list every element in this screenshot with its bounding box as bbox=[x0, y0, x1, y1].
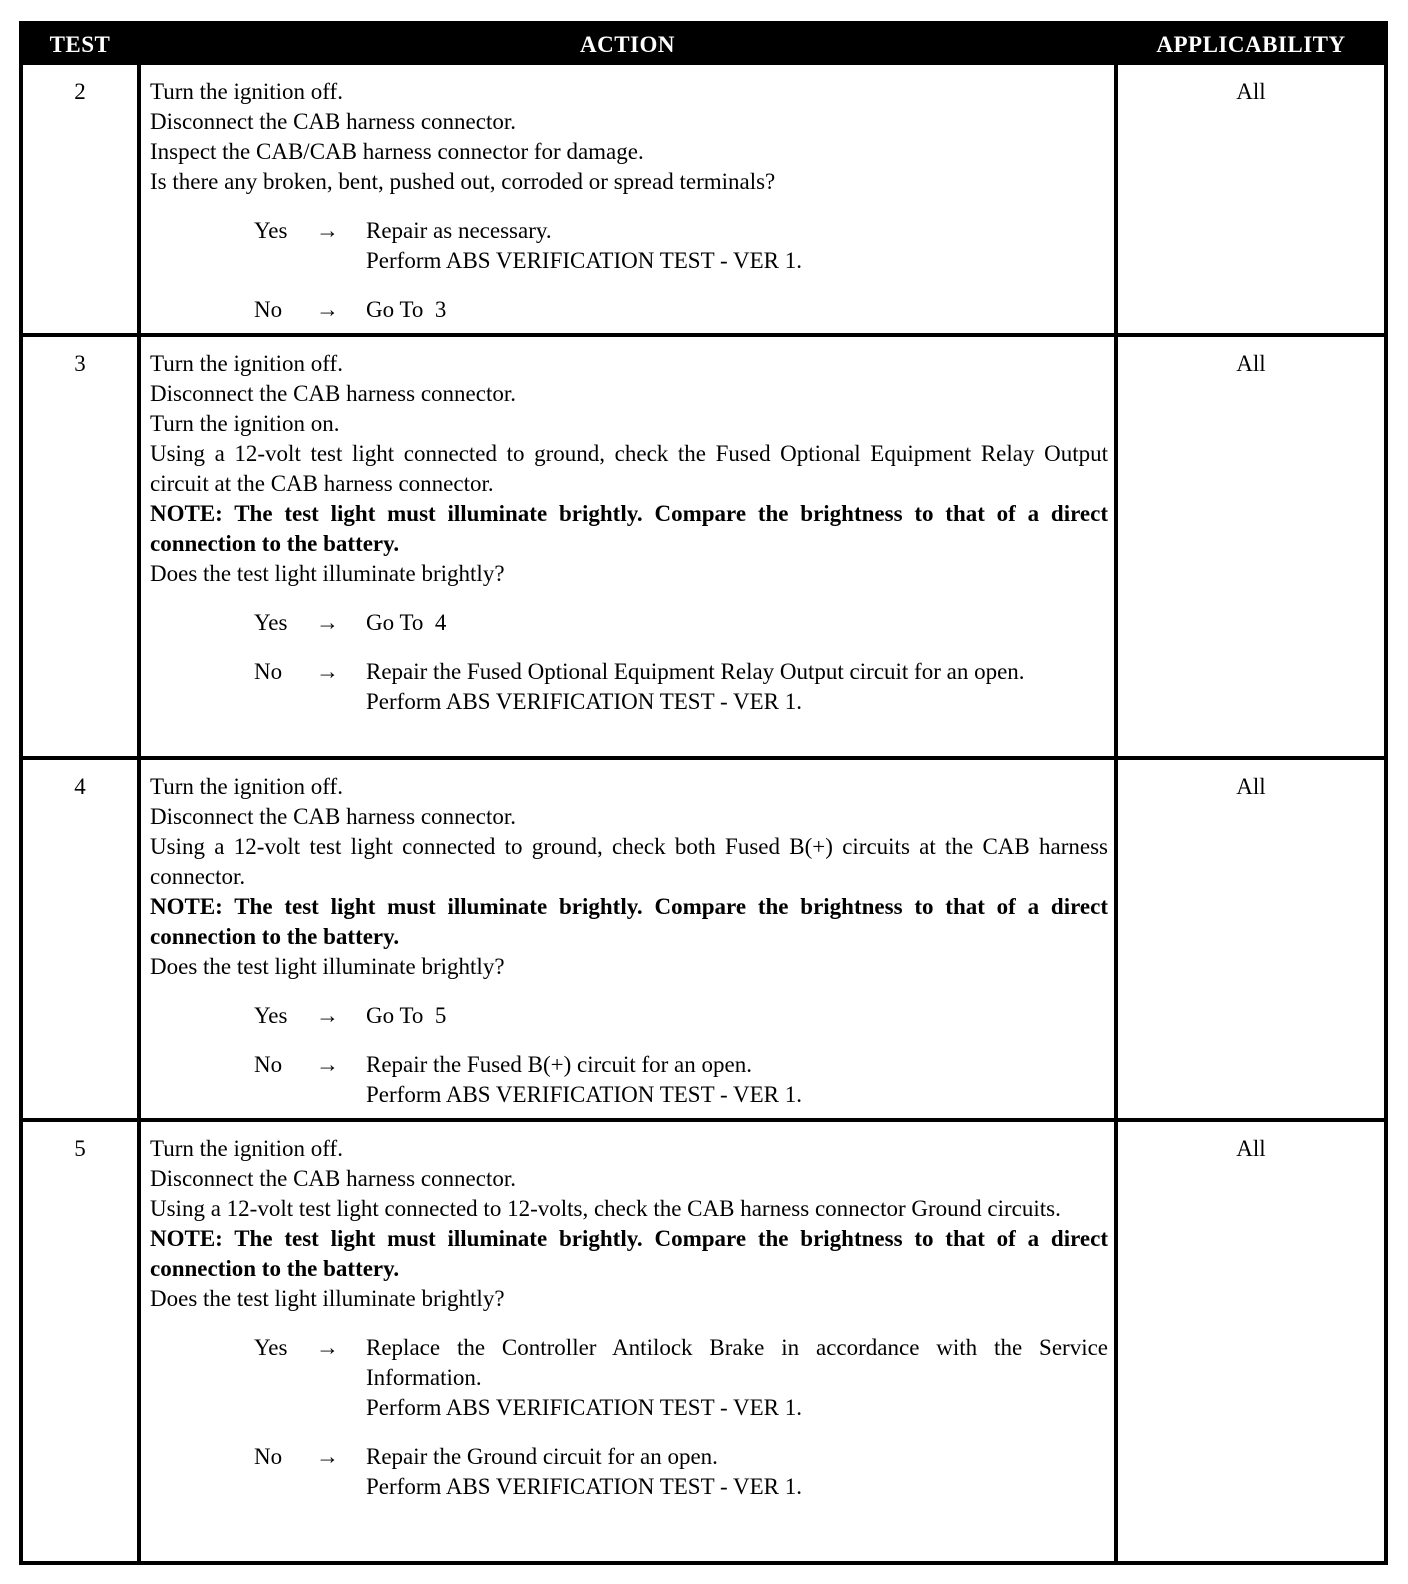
test-row-3 bbox=[23, 337, 1384, 760]
action-step: Turn the ignition off. bbox=[150, 1136, 343, 1161]
no-result: Repair the Fused B(+) circuit for an open. bbox=[366, 1052, 752, 1077]
action-question: Is there any broken, bent, pushed out, corroded or spread terminals? bbox=[150, 169, 776, 194]
action-question: Does the test light illuminate brightly? bbox=[150, 1286, 505, 1311]
yes-label: Yes bbox=[254, 1003, 288, 1028]
yes-result: Perform ABS VERIFICATION TEST - VER 1. bbox=[366, 248, 802, 273]
yes-answer bbox=[150, 216, 1108, 276]
test-row-4 bbox=[23, 760, 1384, 1122]
action-question: Does the test light illuminate brightly? bbox=[150, 954, 505, 979]
arrow-right-icon: → bbox=[316, 297, 339, 322]
action-step: Disconnect the CAB harness connector. bbox=[150, 109, 516, 134]
yes-label: Yes bbox=[254, 610, 288, 635]
action-step: Turn the ignition off. bbox=[150, 774, 343, 799]
no-result: Perform ABS VERIFICATION TEST - VER 1. bbox=[366, 689, 802, 714]
arrow-right-icon: → bbox=[316, 1052, 339, 1077]
no-label: No bbox=[254, 1444, 283, 1469]
action-step: Turn the ignition off. bbox=[150, 79, 343, 104]
no-result: Repair the Fused Optional Equipment Relay Output circuit for an open. bbox=[366, 659, 1025, 684]
no-label: No bbox=[254, 659, 283, 684]
test-row-2 bbox=[23, 65, 1384, 337]
test-number: 3 bbox=[74, 351, 86, 376]
action-cell bbox=[150, 349, 1108, 717]
no-answer bbox=[150, 295, 1108, 325]
header-applicability: APPLICABILITY bbox=[1156, 32, 1346, 57]
action-step: Turn the ignition off. bbox=[150, 351, 343, 376]
action-step: Disconnect the CAB harness connector. bbox=[150, 381, 516, 406]
action-step: Using a 12-volt test light connected to ground, check both Fused B(+) circuits at the CAB harness connector. bbox=[150, 834, 1108, 889]
yes-result: Replace the Controller Antilock Brake in accordance with the Service Information. bbox=[366, 1335, 1108, 1390]
table-header bbox=[23, 25, 1384, 65]
diagnostic-test-table bbox=[19, 21, 1388, 1565]
no-result: Perform ABS VERIFICATION TEST - VER 1. bbox=[366, 1474, 802, 1499]
no-result: Go To 3 bbox=[366, 297, 447, 322]
yes-answer bbox=[150, 1001, 1108, 1031]
test-number: 2 bbox=[74, 79, 86, 104]
action-step: Inspect the CAB/CAB harness connector for damage. bbox=[150, 139, 644, 164]
test-number: 4 bbox=[74, 774, 86, 799]
applicability-value: All bbox=[1236, 351, 1266, 376]
note-text: NOTE: The test light must illuminate brightly. Compare the brightness to that of a direct connection to the battery. bbox=[150, 501, 1108, 556]
no-answer bbox=[150, 657, 1108, 717]
column-divider bbox=[137, 337, 141, 760]
action-step: Using a 12-volt test light connected to ground, check the Fused Optional Equipment Relay Output circuit at the CAB harness connector. bbox=[150, 441, 1108, 496]
column-divider bbox=[137, 65, 141, 337]
column-divider bbox=[1114, 760, 1118, 1122]
note-text: NOTE: The test light must illuminate brightly. Compare the brightness to that of a direct connection to the battery. bbox=[150, 894, 1108, 949]
column-divider bbox=[1114, 1122, 1118, 1561]
yes-answer bbox=[150, 608, 1108, 638]
action-cell bbox=[150, 772, 1108, 1110]
no-result: Perform ABS VERIFICATION TEST - VER 1. bbox=[366, 1082, 802, 1107]
yes-answer bbox=[150, 1333, 1108, 1423]
action-question: Does the test light illuminate brightly? bbox=[150, 561, 505, 586]
arrow-right-icon: → bbox=[316, 610, 339, 635]
arrow-right-icon: → bbox=[316, 1003, 339, 1028]
no-answer bbox=[150, 1442, 1108, 1502]
yes-result: Repair as necessary. bbox=[366, 218, 552, 243]
yes-result: Perform ABS VERIFICATION TEST - VER 1. bbox=[366, 1395, 802, 1420]
action-step: Disconnect the CAB harness connector. bbox=[150, 1166, 516, 1191]
arrow-right-icon: → bbox=[316, 1335, 339, 1360]
yes-label: Yes bbox=[254, 218, 288, 243]
column-divider bbox=[1114, 337, 1118, 760]
no-label: No bbox=[254, 1052, 283, 1077]
yes-result: Go To 4 bbox=[366, 610, 447, 635]
action-step: Turn the ignition on. bbox=[150, 411, 340, 436]
applicability-value: All bbox=[1236, 79, 1266, 104]
no-result: Repair the Ground circuit for an open. bbox=[366, 1444, 718, 1469]
action-cell bbox=[150, 77, 1108, 325]
test-row-5 bbox=[23, 1122, 1384, 1561]
yes-label: Yes bbox=[254, 1335, 288, 1360]
column-divider bbox=[137, 760, 141, 1122]
test-number: 5 bbox=[74, 1136, 86, 1161]
applicability-value: All bbox=[1236, 774, 1266, 799]
no-label: No bbox=[254, 297, 283, 322]
action-step: Using a 12-volt test light connected to 12-volts, check the CAB harness connector Ground circuits. bbox=[150, 1196, 1061, 1221]
arrow-right-icon: → bbox=[316, 659, 339, 684]
header-test: TEST bbox=[49, 32, 111, 57]
header-action: ACTION bbox=[579, 32, 675, 57]
no-answer bbox=[150, 1050, 1108, 1110]
yes-result: Go To 5 bbox=[366, 1003, 447, 1028]
action-step: Disconnect the CAB harness connector. bbox=[150, 804, 516, 829]
arrow-right-icon: → bbox=[316, 218, 339, 243]
applicability-value: All bbox=[1236, 1136, 1266, 1161]
action-cell bbox=[150, 1134, 1108, 1502]
column-divider bbox=[137, 1122, 141, 1561]
note-text: NOTE: The test light must illuminate brightly. Compare the brightness to that of a direct connection to the battery. bbox=[150, 1226, 1108, 1281]
arrow-right-icon: → bbox=[316, 1444, 339, 1469]
